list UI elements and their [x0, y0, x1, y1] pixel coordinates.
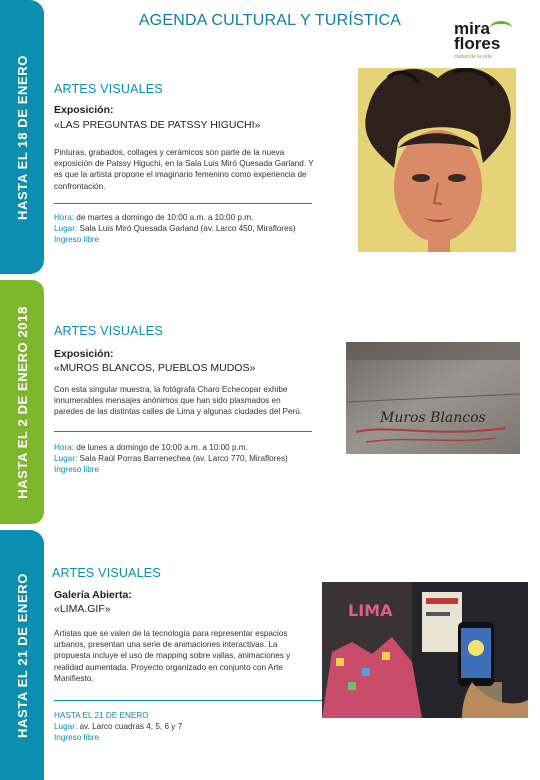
portrait-painting-image: [358, 68, 516, 252]
event-details: [54, 442, 344, 476]
event-description: Artistas que se valen de la tecnología para representar espacios urbanos, presentan una serie de animaciones interactivas. La propuesta incluye el uso de mapping sobre vallas, animaciones y realidad aumentada. Proyecto organizado en conjunto con Arte Manifiesto.: [54, 629, 291, 683]
hora-value: de lunes a domingo de 10:00 a.m. a 10:00 p.m.: [74, 443, 248, 452]
lugar-value: av. Larco cuadras 4, 5, 6 y 7: [77, 722, 183, 732]
event-type: Galería Abierta:: [54, 589, 132, 601]
divider: [54, 203, 312, 204]
event-description: Pinturas, grabados, collages y cerámicos son parte de la nueva exposición de Patssy Higuchi, en la Sala Luis Miró Quesada Garland. Y es que la artista propone el imaginario femenino como experiencia de confrontación.: [54, 148, 314, 191]
divider: [54, 700, 322, 701]
graffiti-text: Muros Blancos: [380, 410, 486, 426]
section-heading: ARTES VISUALES: [54, 82, 163, 96]
lugar-value: Sala Raúl Porras Barrenechea (av. Larco 770, Miraflores): [77, 454, 288, 464]
date-tab-label: HASTA EL 2 DE ENERO 2018: [14, 305, 30, 499]
event-title: «LAS PREGUNTAS DE PATSSY HIGUCHI»: [54, 119, 261, 131]
lugar-label: Lugar:: [54, 224, 78, 234]
phone-ar-image: [322, 582, 528, 718]
ingreso-libre: Ingreso libre: [54, 465, 100, 475]
miraflores-logo: mira flores ciudad de la vida: [452, 20, 516, 64]
event-description: Con esta singular muestra, la fotógrafa Charo Echecopar exhibe innumerables mensajes anónimos que han sido plasmados en paredes de las distintas calles de Lima y algunas ciudades del Perú.: [54, 385, 303, 417]
hora-label: Hora:: [54, 213, 75, 222]
event-type: Exposición:: [54, 104, 114, 116]
date-tab-1: [0, 0, 44, 274]
hora-value: de martes a domingo de 10:00 a.m. a 10:00 p.m.: [74, 213, 254, 222]
event-type: Exposición:: [54, 348, 114, 360]
logo-swoosh: [490, 21, 512, 35]
graffiti-wall-image: [346, 342, 520, 454]
lugar-value: Sala Luis Miró Quesada Garland (av. Larco 450, Miraflores): [77, 224, 296, 234]
divider: [54, 431, 312, 432]
event-title: «LIMA.GIF»: [54, 603, 111, 615]
hora-label: Hora:: [54, 443, 75, 452]
hasta-label: HASTA EL 21 DE ENERO: [54, 711, 149, 720]
date-tab-2: [0, 280, 44, 524]
page-title: AGENDA CULTURAL Y TURÍSTICA: [138, 12, 402, 29]
event-details: [54, 212, 344, 246]
event-details: [54, 710, 254, 744]
lima-sign-text: LIMA: [348, 601, 393, 620]
date-tab-label: HASTA EL 18 DE ENERO: [14, 54, 30, 220]
lugar-label: Lugar:: [54, 454, 78, 464]
section-heading: ARTES VISUALES: [52, 566, 161, 580]
lugar-label: Lugar:: [54, 722, 78, 732]
section-heading: ARTES VISUALES: [54, 324, 163, 338]
event-title: «MUROS BLANCOS, PUEBLOS MUDOS»: [54, 362, 256, 374]
date-tab-label: HASTA EL 21 DE ENERO: [14, 572, 30, 738]
date-tab-3: [0, 530, 44, 780]
ingreso-libre: Ingreso libre: [54, 733, 100, 743]
ingreso-libre: Ingreso libre: [54, 235, 100, 245]
